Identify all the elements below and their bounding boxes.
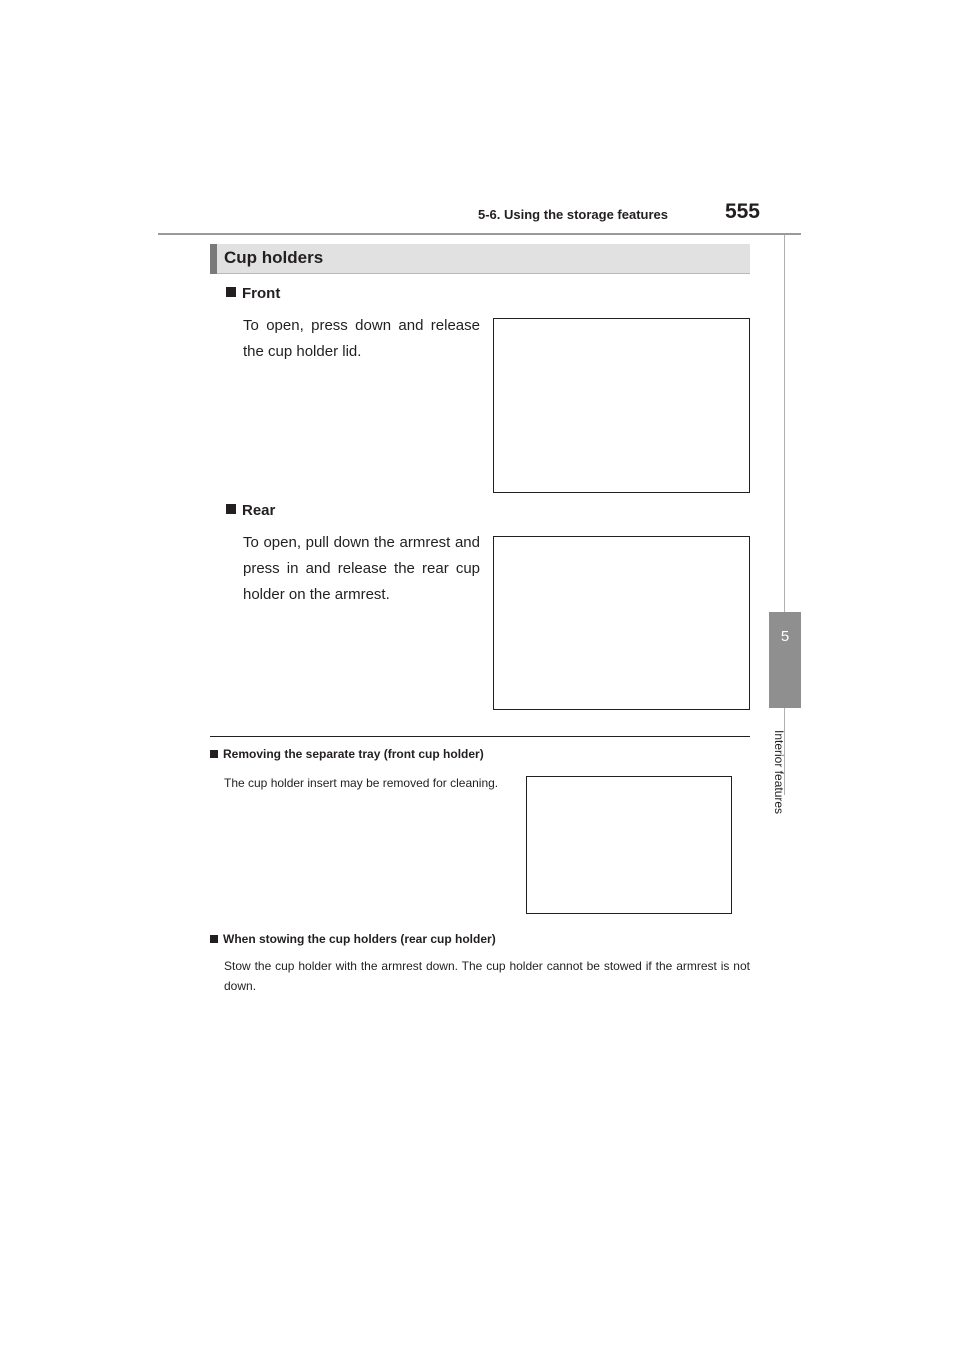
note-heading-removing-tray-label: Removing the separate tray (front cup holder) [223, 747, 484, 761]
item-text-front: To open, press down and release the cup holder lid. [243, 317, 480, 360]
item-heading-rear-label: Rear [242, 502, 276, 519]
section-title-accent [210, 244, 217, 274]
item-heading-front-label: Front [242, 285, 281, 302]
note-text-removing-tray: The cup holder insert may be removed for cleaning. [224, 776, 499, 790]
square-bullet-icon [226, 504, 236, 514]
section-title: Cup holders [224, 248, 324, 267]
note-text-stowing: Stow the cup holder with the armrest down. The cup holder cannot be stowed if the armrest is not down. [224, 959, 750, 993]
item-heading-front [226, 285, 280, 302]
figure-separate-tray [526, 776, 732, 914]
header-rule [158, 233, 801, 235]
notes-divider [210, 736, 750, 737]
side-divider-line [784, 235, 785, 795]
note-heading-removing-tray [210, 747, 484, 761]
figure-front-cup-holder [493, 318, 750, 493]
figure-rear-cup-holder [493, 536, 750, 710]
square-bullet-icon [226, 287, 236, 297]
running-header-section: 5-6. Using the storage features [478, 207, 668, 222]
square-bullet-icon [210, 750, 218, 758]
page-number: 555 [724, 200, 760, 223]
chapter-tab [769, 612, 801, 708]
chapter-number: 5 [780, 628, 790, 645]
square-bullet-icon [210, 935, 218, 943]
chapter-title: Interior features [772, 730, 786, 815]
item-text-rear: To open, pull down the armrest and press in and release the rear cup holder on the armrest. [243, 534, 480, 603]
note-heading-stowing-label: When stowing the cup holders (rear cup holder) [223, 932, 496, 946]
note-heading-stowing [210, 932, 496, 946]
item-heading-rear [226, 502, 275, 519]
